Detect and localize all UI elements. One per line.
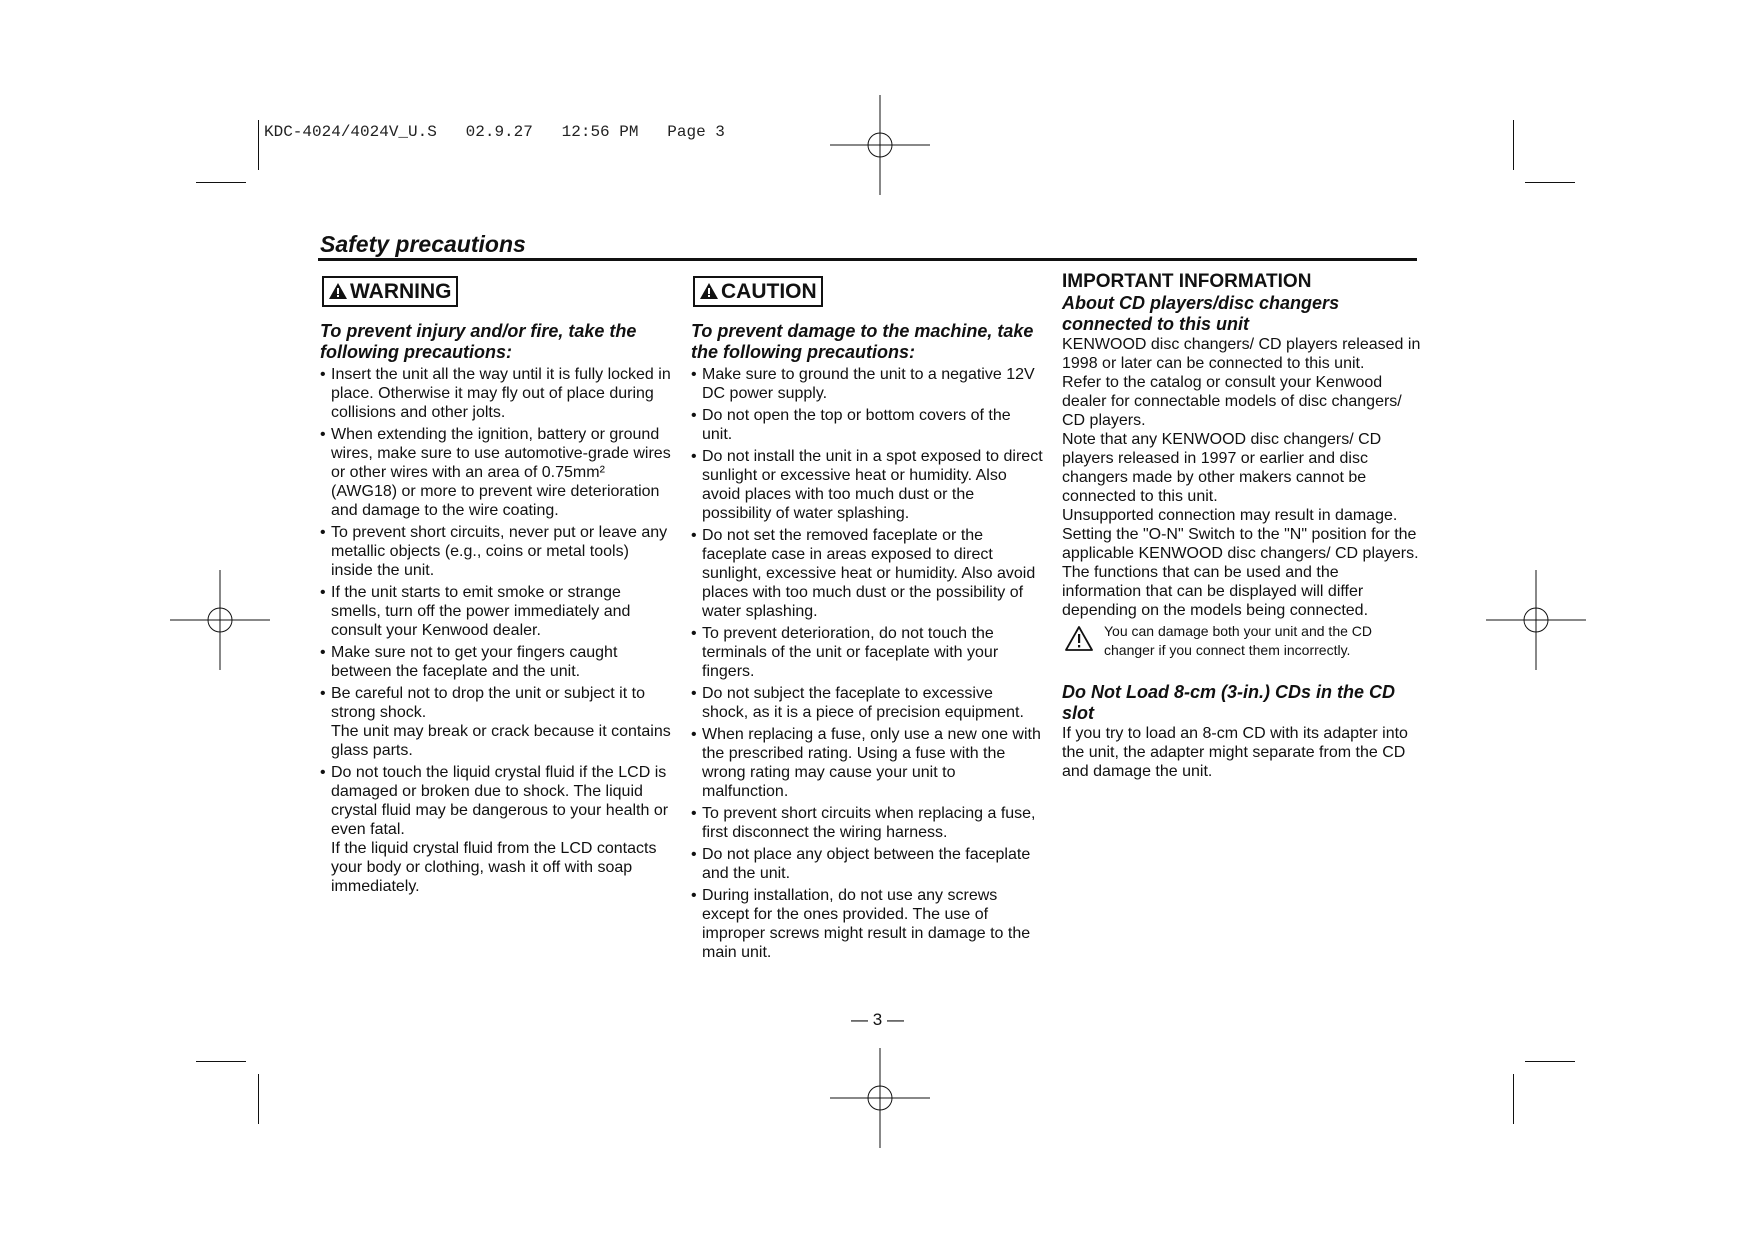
caution-item: • Do not open the top or bottom covers of the unit. — [691, 406, 1043, 444]
crop-mark — [258, 120, 259, 170]
important-info-column — [1062, 271, 1422, 781]
cd-size-text: If you try to load an 8-cm CD with its adapter into the unit, the adapter might separate from the CD and damage the unit. — [1062, 725, 1408, 780]
info-paragraph: The functions that can be used and the information that can be displayed will differ depending on the models being connected. — [1062, 564, 1369, 619]
warning-item: • Insert the unit all the way until it is fully locked in place. Otherwise it may fly out of place during collisions and other jolts. — [320, 365, 672, 422]
page-title: Safety precautions — [320, 231, 526, 257]
cd-size-heading: Do Not Load 8-cm (3-in.) CDs in the CD slot — [1062, 682, 1395, 723]
warning-item: • To prevent short circuits, never put or leave any metallic objects (e.g., coins or metal tools) inside the unit. — [320, 523, 672, 580]
registration-mark-icon — [1486, 570, 1586, 670]
warning-item: • Do not touch the liquid crystal fluid if the LCD is damaged or broken due to shock. The liquid crystal fluid may be dangerous to your health or even fatal. If the liquid crystal fluid from the LCD contacts your body or clothing, wash it off with soap immediately. — [320, 763, 672, 896]
warning-item: • Be careful not to drop the unit or subject it to strong shock. The unit may break or crack because it contains glass parts. — [320, 684, 672, 760]
warning-item: • When extending the ignition, battery or ground wires, make sure to use automotive-grade wires or other wires with an area of 0.75mm² (AWG18) or more to prevent wire deterioration and damage to the wire coating. — [320, 425, 672, 520]
caution-list — [691, 365, 1043, 962]
warning-column — [320, 276, 672, 899]
caution-item: • During installation, do not use any screws except for the ones provided. The use of improper screws might result in damage to the main unit. — [691, 886, 1043, 962]
crop-mark — [1525, 1061, 1575, 1062]
warning-item-note: If the liquid crystal fluid from the LCD contacts your body or clothing, wash it off with soap immediately. — [331, 840, 657, 895]
warning-item-note: The unit may break or crack because it contains glass parts. — [331, 723, 671, 759]
info-paragraph: Note that any KENWOOD disc changers/ CD players released in 1997 or earlier and disc changers made by other makers cannot be connected to this unit. — [1062, 431, 1382, 505]
warning-triangle-icon — [328, 282, 348, 300]
caution-note — [1062, 622, 1422, 660]
registration-mark-icon — [830, 1048, 930, 1148]
crop-mark — [196, 1061, 246, 1062]
warning-item: • Make sure not to get your fingers caught between the faceplate and the unit. — [320, 643, 672, 681]
caution-triangle-icon — [1064, 625, 1094, 652]
caution-item: • Do not set the removed faceplate or the faceplate case in areas exposed to direct sunlight, excessive heat or humidity. Also avoid places with too much dust or the possibility of water splashing. — [691, 526, 1043, 621]
registration-mark-icon — [830, 95, 930, 195]
caution-item: • To prevent deterioration, do not touch the terminals of the unit or faceplate with your fingers. — [691, 624, 1043, 681]
caution-label-text: CAUTION — [721, 280, 817, 303]
warning-label — [322, 276, 458, 307]
print-slug-line: KDC-4024/4024V_U.S 02.9.27 12:56 PM Page 3 — [264, 123, 725, 141]
info-paragraph: KENWOOD disc changers/ CD players released in 1998 or later can be connected to this unit. — [1062, 336, 1421, 372]
caution-note-text: You can damage both your unit and the CD changer if you connect them incorrectly. — [1104, 623, 1373, 658]
caution-column — [691, 276, 1043, 965]
caution-item: • Do not install the unit in a spot exposed to direct sunlight or excessive heat or humidity. Also avoid places with too much dust or the possibility of water splashing. — [691, 447, 1043, 523]
info-paragraph: Setting the "O-N" Switch to the "N" position for the applicable KENWOOD disc changers/ CD players. — [1062, 526, 1419, 562]
crop-mark — [258, 1074, 259, 1124]
caution-item: • Do not subject the faceplate to excessive shock, as it is a piece of precision equipment. — [691, 684, 1043, 722]
caution-item: • To prevent short circuits when replacing a fuse, first disconnect the wiring harness. — [691, 804, 1043, 842]
registration-mark-icon — [170, 570, 270, 670]
info-paragraph: Refer to the catalog or consult your Kenwood dealer for connectable models of disc changers/ CD players. — [1062, 374, 1402, 429]
caution-heading: To prevent damage to the machine, take the following precautions: — [691, 321, 1034, 362]
crop-mark — [196, 182, 246, 183]
page-number: — 3 — — [851, 1010, 904, 1029]
important-info-heading: IMPORTANT INFORMATION — [1062, 271, 1312, 292]
cd-size-section — [1062, 682, 1422, 781]
warning-item: • If the unit starts to emit smoke or strange smells, turn off the power immediately and consult your Kenwood dealer. — [320, 583, 672, 640]
warning-heading: To prevent injury and/or fire, take the following precautions: — [320, 321, 637, 362]
info-paragraph: Unsupported connection may result in damage. — [1062, 507, 1398, 524]
cd-changers-subheading: About CD players/disc changers connected to this unit — [1062, 293, 1340, 334]
warning-triangle-icon — [699, 282, 719, 300]
crop-mark — [1513, 120, 1514, 170]
caution-item: • Do not place any object between the faceplate and the unit. — [691, 845, 1043, 883]
caution-item: • Make sure to ground the unit to a negative 12V DC power supply. — [691, 365, 1043, 403]
crop-mark — [1513, 1074, 1514, 1124]
warning-list — [320, 365, 672, 896]
title-divider — [318, 258, 1417, 261]
crop-mark — [1525, 182, 1575, 183]
caution-item: • When replacing a fuse, only use a new one with the prescribed rating. Using a fuse with the wrong rating may cause your unit to malfunction. — [691, 725, 1043, 801]
warning-label-text: WARNING — [350, 280, 452, 303]
caution-label — [693, 276, 823, 307]
